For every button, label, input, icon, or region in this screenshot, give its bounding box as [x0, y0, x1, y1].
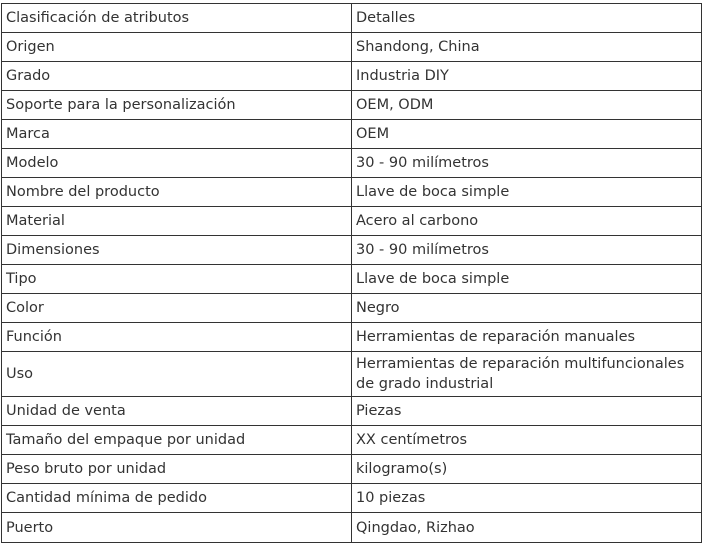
- table-cell-attribute: Función: [2, 323, 352, 352]
- table-cell-attribute: Uso: [2, 352, 352, 397]
- table-cell-attribute: Grado: [2, 62, 352, 91]
- table-cell-value: 10 piezas: [352, 484, 702, 513]
- table-row: [2, 294, 702, 323]
- table-cell-attribute: Peso bruto por unidad: [2, 455, 352, 484]
- table-cell-value: 30 - 90 milímetros: [352, 236, 702, 265]
- table-cell-value: OEM: [352, 120, 702, 149]
- table-cell-value: Llave de boca simple: [352, 178, 702, 207]
- table-row: [2, 352, 702, 397]
- table-row: [2, 149, 702, 178]
- table-row: [2, 120, 702, 149]
- table-cell-attribute: Tipo: [2, 265, 352, 294]
- table-cell-attribute: Puerto: [2, 513, 352, 543]
- table-row: [2, 207, 702, 236]
- table-cell-attribute: Origen: [2, 33, 352, 62]
- table-cell-value: Piezas: [352, 397, 702, 426]
- table-cell-attribute: Modelo: [2, 149, 352, 178]
- table-cell-value: kilogramo(s): [352, 455, 702, 484]
- table-cell-attribute: Tamaño del empaque por unidad: [2, 426, 352, 455]
- table-cell-attribute: Dimensiones: [2, 236, 352, 265]
- table-row: [2, 455, 702, 484]
- table-row: [2, 178, 702, 207]
- table-row: [2, 397, 702, 426]
- table-row: [2, 4, 702, 33]
- table-cell-attribute: Nombre del producto: [2, 178, 352, 207]
- table-cell-value: Detalles: [352, 4, 702, 33]
- table-cell-value: Qingdao, Rizhao: [352, 513, 702, 543]
- table-row: [2, 91, 702, 120]
- table-cell-value: Shandong, China: [352, 33, 702, 62]
- table-cell-attribute: Soporte para la personalización: [2, 91, 352, 120]
- table-cell-value: Industria DIY: [352, 62, 702, 91]
- table-row: [2, 62, 702, 91]
- table-cell-attribute: Color: [2, 294, 352, 323]
- table-cell-value: 30 - 90 milímetros: [352, 149, 702, 178]
- table-cell-attribute: Clasificación de atributos: [2, 4, 352, 33]
- table-cell-value: Herramientas de reparación multifuncionales de grado industrial: [352, 352, 702, 397]
- table-cell-value: Llave de boca simple: [352, 265, 702, 294]
- table-row: [2, 513, 702, 543]
- table-cell-value: Herramientas de reparación manuales: [352, 323, 702, 352]
- table-cell-value: Negro: [352, 294, 702, 323]
- table-row: [2, 426, 702, 455]
- table-cell-value: Acero al carbono: [352, 207, 702, 236]
- table-row: [2, 265, 702, 294]
- table-cell-attribute: Unidad de venta: [2, 397, 352, 426]
- table-row: [2, 33, 702, 62]
- table-row: [2, 323, 702, 352]
- table-cell-attribute: Marca: [2, 120, 352, 149]
- table-cell-attribute: Cantidad mínima de pedido: [2, 484, 352, 513]
- table-cell-attribute: Material: [2, 207, 352, 236]
- table-cell-value: OEM, ODM: [352, 91, 702, 120]
- table-cell-value: XX centímetros: [352, 426, 702, 455]
- table-row: [2, 484, 702, 513]
- table-row: [2, 236, 702, 265]
- specification-table: [1, 3, 702, 543]
